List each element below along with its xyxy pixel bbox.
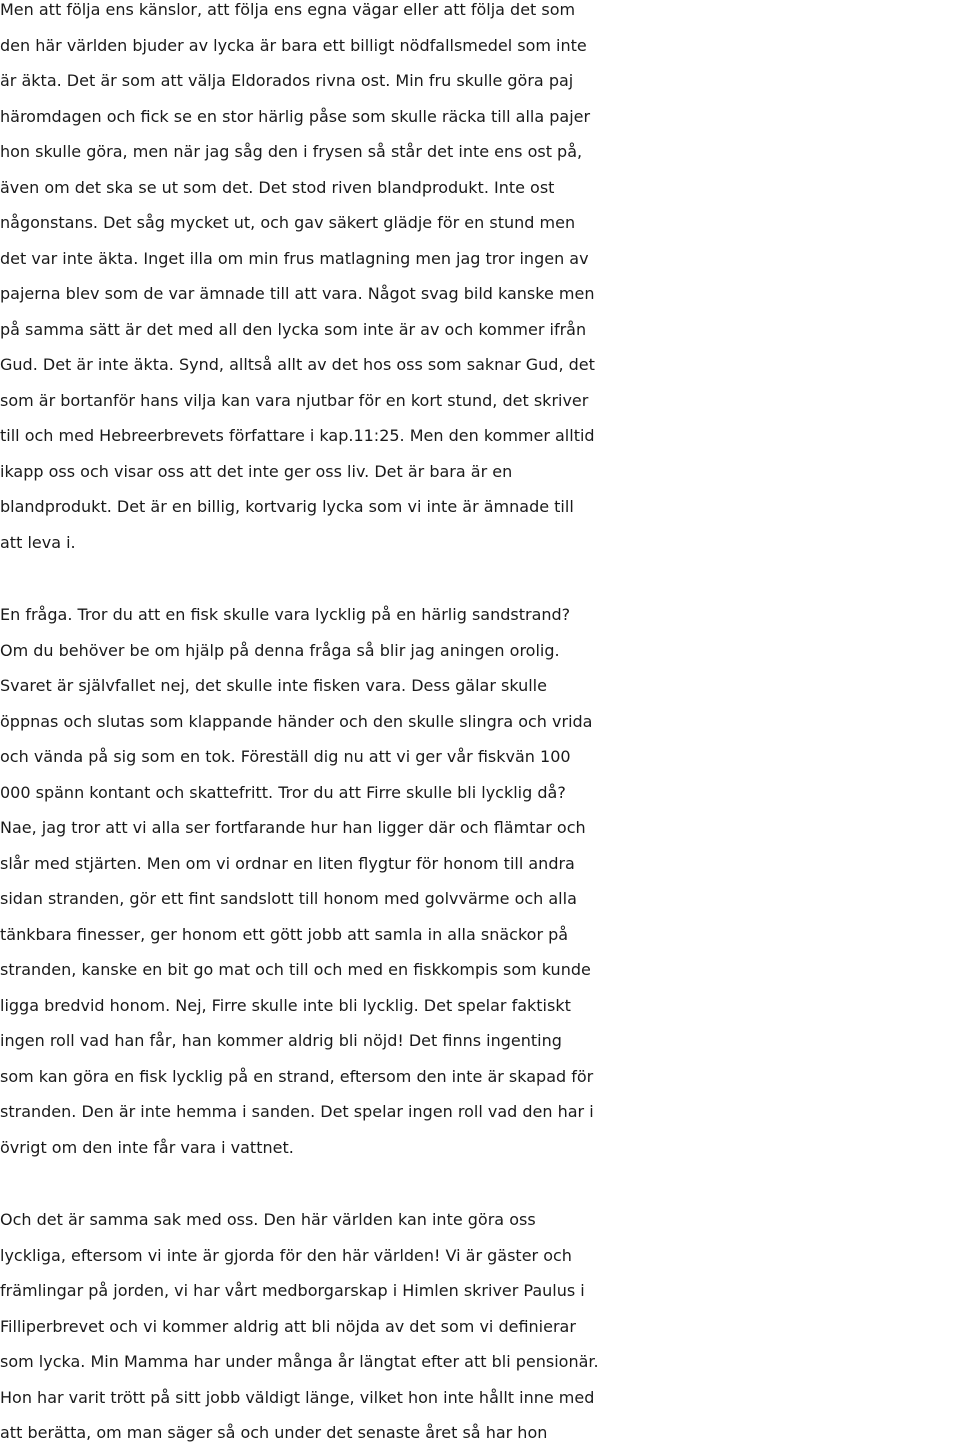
text-line: Om du behöver be om hjälp på denna fråga så blir jag aningen orolig. [0,640,560,660]
text-line: Och det är samma sak med oss. Den här världen kan inte göra oss [0,1210,536,1229]
text-line: som är bortanför hans vilja kan vara njutbar för en kort stund, det skriver [0,390,589,410]
text-line: ligga bredvid honom. Nej, Firre skulle inte bli lycklig. Det spelar faktiskt [0,995,571,1015]
text-line: stranden, kanske en bit go mat och till och med en fiskkompis som kunde [0,960,591,979]
text-line: stranden. Den är inte hemma i sanden. Det spelar ingen roll vad den har i [0,1102,594,1121]
text-line: slår med stjärten. Men om vi ordnar en liten flygtur för honom till andra [0,853,575,873]
text-line: pajerna blev som de var ämnade till att vara. Något svag bild kanske men [0,284,595,303]
text-line: övrigt om den inte får vara i vattnet. [0,1137,294,1157]
text-line: hon skulle göra, men när jag såg den i frysen så står det inte ens ost på, [0,142,583,161]
text-line: blandprodukt. Det är en billig, kortvarig lycka som vi inte är ämnade till [0,497,574,516]
text-line: att leva i. [0,532,76,552]
text-line: som lycka. Min Mamma har under många år längtat efter att bli pensionär. [0,1352,599,1371]
text-line: sidan stranden, gör ett fint sandslott till honom med golvvärme och alla [0,889,577,908]
text-line: ikapp oss och visar oss att det inte ger oss liv. Det är bara är en [0,461,513,481]
text-line: Gud. Det är inte äkta. Synd, alltså allt av det hos oss som saknar Gud, det [0,355,595,374]
paragraph-3 [0,1202,960,1448]
text-line: häromdagen och fick se en stor härlig påse som skulle räcka till alla pajer [0,106,591,126]
paragraph-1 [0,0,960,560]
text-line: främlingar på jorden, vi har vårt medborgarskap i Himlen skriver Paulus i [0,1281,585,1300]
text-line: Hon har varit trött på sitt jobb väldigt länge, vilket hon inte hållt inne med [0,1387,595,1407]
text-line: lyckliga, eftersom vi inte är gjorda för den här världen! Vi är gäster och [0,1245,572,1265]
text-line: och vända på sig som en tok. Föreställ dig nu att vi ger vår fiskvän 100 [0,747,571,766]
text-line: är äkta. Det är som att välja Eldorados rivna ost. Min fru skulle göra paj [0,71,574,90]
paragraph-2 [0,597,960,1165]
text-line: öppnas och slutas som klappande händer och den skulle slingra och vrida [0,711,593,731]
text-line: En fråga. Tror du att en fisk skulle vara lycklig på en härlig sandstrand? [0,605,571,624]
text-line: till och med Hebreerbrevets författare i kap.11:25. Men den kommer alltid [0,426,595,445]
text-line: ingen roll vad han får, han kommer aldrig bli nöjd! Det finns ingenting [0,1031,562,1050]
text-line: Svaret är självfallet nej, det skulle inte fisken vara. Dess gälar skulle [0,676,547,695]
text-line: den här världen bjuder av lycka är bara ett billigt nödfallsmedel som inte [0,35,587,55]
text-line: som kan göra en fisk lycklig på en strand, eftersom den inte är skapad för [0,1066,594,1086]
text-line: Nae, jag tror att vi alla ser fortfarande hur han ligger där och flämtar och [0,818,586,837]
text-line: 000 spänn kontant och skattefritt. Tror du att Firre skulle bli lycklig då? [0,782,566,802]
text-line: Filliperbrevet och vi kommer aldrig att bli nöjda av det som vi definierar [0,1316,576,1336]
text-line: Men att följa ens känslor, att följa ens egna vägar eller att följa det som [0,0,576,19]
text-line: på samma sätt är det med all den lycka som inte är av och kommer ifrån [0,319,587,339]
text-line: även om det ska se ut som det. Det stod riven blandprodukt. Inte ost [0,177,555,197]
text-line: att berätta, om man säger så och under det senaste året så har hon [0,1423,548,1442]
text-line: tänkbara finesser, ger honom ett gött jobb att samla in alla snäckor på [0,924,569,944]
text-line: det var inte äkta. Inget illa om min frus matlagning men jag tror ingen av [0,248,589,268]
text-line: någonstans. Det såg mycket ut, och gav säkert glädje för en stund men [0,213,576,232]
